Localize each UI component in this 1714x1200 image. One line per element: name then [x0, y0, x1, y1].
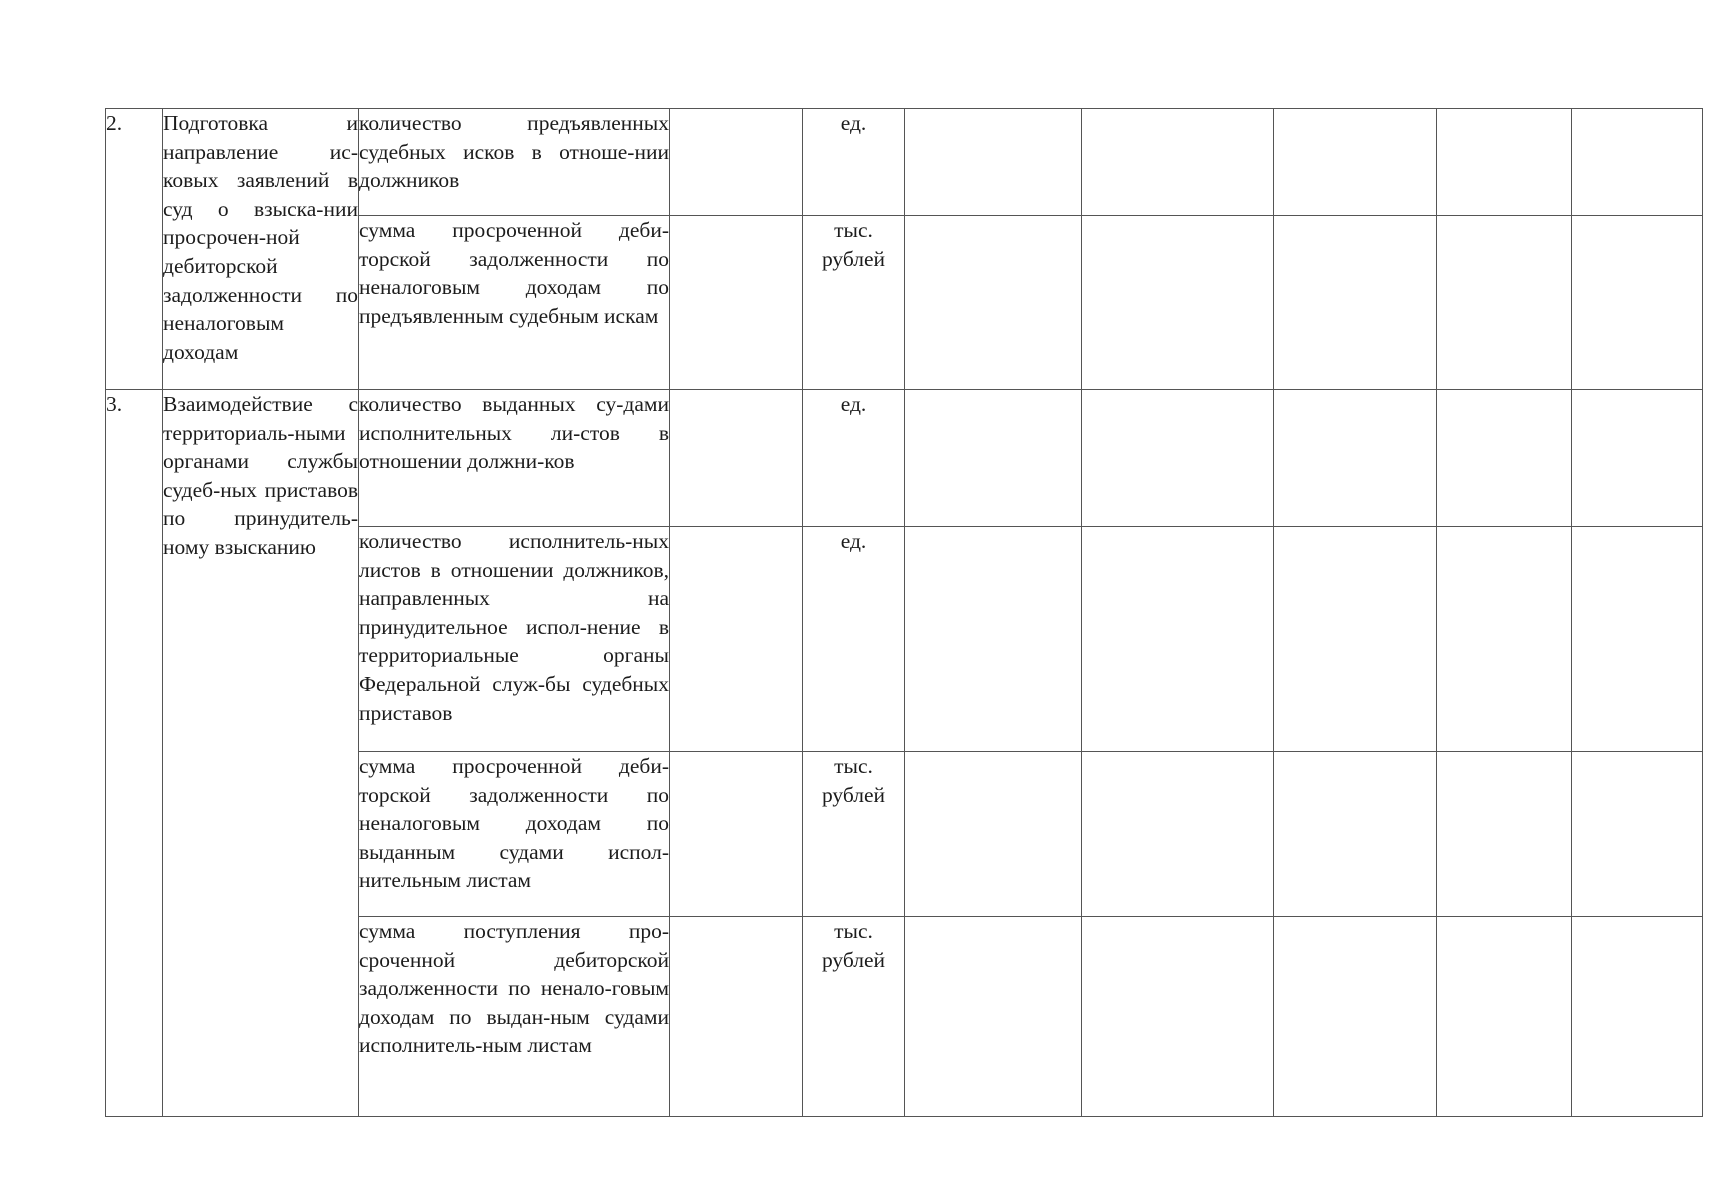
empty-cell — [1572, 216, 1703, 390]
empty-cell — [1274, 109, 1437, 216]
empty-cell — [1274, 216, 1437, 390]
indicator-name: количество исполнитель-ных листов в отношении должников, направленных на принудительное испол-нение в территориальные органы Федеральной служ-бы судебных приставов — [359, 527, 670, 752]
empty-cell — [1274, 752, 1437, 917]
empty-cell — [670, 390, 803, 527]
empty-cell — [905, 109, 1082, 216]
measures-table — [105, 108, 1703, 1117]
empty-cell — [905, 917, 1082, 1117]
unit-of-measure: тыс. рублей — [803, 917, 905, 1117]
empty-cell — [670, 752, 803, 917]
indicator-name: сумма просроченной деби-торской задолженности по неналоговым доходам по предъявленным судебным искам — [359, 216, 670, 390]
table-row — [106, 109, 1703, 216]
empty-cell — [905, 752, 1082, 917]
empty-cell — [1572, 917, 1703, 1117]
indicator-name: количество выданных су-дами исполнительных ли-стов в отношении должни-ков — [359, 390, 670, 527]
table-row — [106, 390, 1703, 527]
empty-cell — [1082, 917, 1274, 1117]
empty-cell — [1572, 109, 1703, 216]
empty-cell — [1274, 527, 1437, 752]
measure-name: Взаимодействие с территориаль-ными органами службы судеб-ных приставов по принудитель-ному взысканию — [163, 390, 359, 1117]
empty-cell — [1274, 917, 1437, 1117]
empty-cell — [1437, 109, 1572, 216]
empty-cell — [1082, 390, 1274, 527]
unit-of-measure: ед. — [803, 527, 905, 752]
row-number: 2. — [106, 109, 163, 390]
empty-cell — [1437, 917, 1572, 1117]
unit-of-measure: тыс. рублей — [803, 216, 905, 390]
empty-cell — [905, 527, 1082, 752]
unit-of-measure: ед. — [803, 109, 905, 216]
empty-cell — [1437, 527, 1572, 752]
empty-cell — [905, 216, 1082, 390]
empty-cell — [1572, 390, 1703, 527]
empty-cell — [1437, 216, 1572, 390]
empty-cell — [1572, 527, 1703, 752]
empty-cell — [1082, 109, 1274, 216]
empty-cell — [1572, 752, 1703, 917]
empty-cell — [1274, 390, 1437, 527]
empty-cell — [1437, 390, 1572, 527]
indicator-name: сумма просроченной деби-торской задолженности по неналоговым доходам по выданным судами испол-нительным листам — [359, 752, 670, 917]
unit-of-measure: тыс. рублей — [803, 752, 905, 917]
indicator-name: сумма поступления про-сроченной дебиторской задолженности по ненало-говым доходам по выдан-ным судами исполнитель-ным листам — [359, 917, 670, 1117]
empty-cell — [670, 216, 803, 390]
empty-cell — [1082, 216, 1274, 390]
empty-cell — [670, 917, 803, 1117]
empty-cell — [1082, 752, 1274, 917]
empty-cell — [1437, 752, 1572, 917]
row-number: 3. — [106, 390, 163, 1117]
empty-cell — [670, 109, 803, 216]
indicator-name: количество предъявленных судебных исков в отноше-нии должников — [359, 109, 670, 216]
empty-cell — [670, 527, 803, 752]
unit-of-measure: ед. — [803, 390, 905, 527]
measure-name: Подготовка и направление ис-ковых заявлений в суд о взыска-нии просрочен-ной дебиторской задолженности по неналоговым доходам — [163, 109, 359, 390]
empty-cell — [905, 390, 1082, 527]
empty-cell — [1082, 527, 1274, 752]
